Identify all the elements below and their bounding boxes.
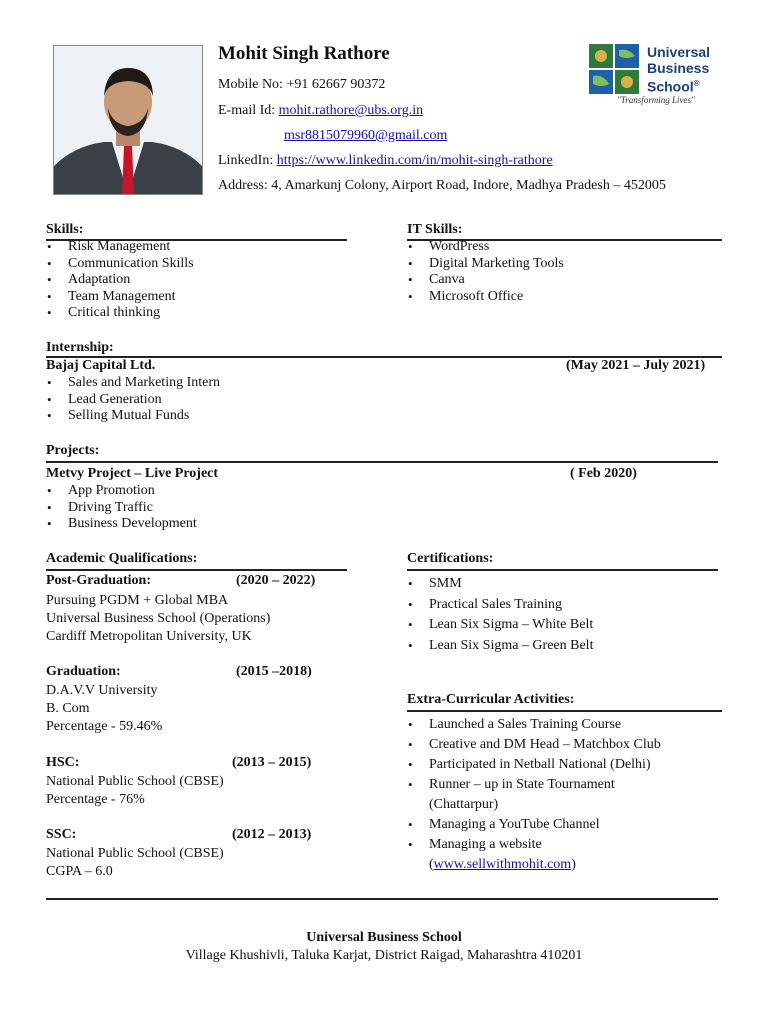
pg-years: (2020 – 2022) (236, 573, 316, 588)
pg-line: Pursuing PGDM + Global MBA (46, 593, 229, 608)
hsc-label: HSC: (46, 755, 80, 770)
internship-list (46, 375, 220, 425)
ssc-years: (2012 – 2013) (232, 827, 312, 842)
list-item: • Practical Sales Training (407, 595, 593, 616)
ssc-label: SSC: (46, 827, 77, 842)
list-item: • Creative and DM Head – Matchbox Club (407, 735, 661, 755)
logo-line-1: Universal (647, 44, 711, 60)
logo-wordmark (647, 44, 710, 95)
list-item: • Digital Marketing Tools (407, 256, 564, 273)
projects-title: Projects: (46, 443, 100, 458)
projects-list (46, 483, 197, 533)
project-dates: ( Feb 2020) (570, 466, 637, 481)
logo-line-2: Business (647, 60, 710, 76)
list-item: • Lean Six Sigma – White Belt (407, 615, 593, 636)
logo-line-3: School (647, 78, 694, 95)
list-item: • Selling Mutual Funds (46, 408, 220, 425)
list-item: • WordPress (407, 239, 564, 256)
globe-mosaic-icon (589, 44, 641, 96)
email-link-secondary[interactable]: msr8815079960@gmail.com (284, 128, 448, 143)
list-item: • Business Development (46, 516, 197, 533)
grad-line: B. Com (46, 701, 90, 716)
grad-years: (2015 –2018) (236, 664, 312, 679)
pg-line: Universal Business School (Operations) (46, 611, 271, 626)
certifications-list (407, 574, 593, 656)
pg-label: Post-Graduation: (46, 573, 151, 588)
extra-list (407, 715, 661, 875)
hsc-line: National Public School (CBSE) (46, 774, 224, 789)
email-label: E-mail Id: (218, 103, 276, 118)
email-row (218, 103, 423, 119)
list-item-text: Managing a website (429, 837, 542, 852)
list-item: • Team Management (46, 289, 194, 306)
list-item: • Canva (407, 272, 564, 289)
paren-close: ) (571, 857, 576, 872)
hsc-years: (2013 – 2015) (232, 755, 312, 770)
it-skills-title: IT Skills: (407, 222, 463, 237)
project-name: Metvy Project – Live Project (46, 466, 219, 481)
list-item-text: Runner – up in State Tournament (429, 777, 615, 792)
ssc-details (46, 845, 224, 881)
ssc-line: CGPA – 6.0 (46, 864, 113, 879)
list-item: • App Promotion (46, 483, 197, 500)
list-item (407, 775, 661, 815)
grad-details (46, 682, 162, 736)
certifications-rule (407, 569, 718, 571)
academics-rule (46, 569, 347, 571)
extra-title: Extra-Curricular Activities: (407, 692, 575, 707)
email-row-secondary (284, 128, 447, 144)
footer-rule (46, 898, 718, 900)
list-item: • Microsoft Office (407, 289, 564, 306)
list-item: • Sales and Marketing Intern (46, 375, 220, 392)
list-item: • Adaptation (46, 272, 194, 289)
internship-title: Internship: (46, 340, 114, 355)
ssc-line: National Public School (CBSE) (46, 846, 224, 861)
profile-photo (53, 45, 203, 195)
grad-label: Graduation: (46, 664, 121, 679)
skills-title: Skills: (46, 222, 84, 237)
paren-open: ( (429, 857, 434, 872)
logo-tagline: "Transforming Lives" (617, 95, 695, 105)
hsc-line: Percentage - 76% (46, 792, 145, 807)
linkedin-link[interactable]: https://www.linkedin.com/in/mohit-singh-rathore (276, 153, 553, 168)
list-item: • SMM (407, 574, 593, 595)
list-item-continuation: (Chattarpur) (429, 797, 499, 812)
skills-list (46, 239, 194, 322)
list-item: • Communication Skills (46, 256, 194, 273)
hsc-details (46, 773, 224, 809)
grad-line: D.A.V.V University (46, 683, 158, 698)
list-item (407, 835, 661, 875)
footer-address: Village Khushivli, Taluka Karjat, District Raigad, Maharashtra 410201 (185, 948, 583, 963)
list-item: • Managing a YouTube Channel (407, 815, 661, 835)
linkedin-label: LinkedIn: (218, 153, 274, 168)
website-link[interactable]: www.sellwithmohit.com (433, 857, 572, 872)
ubs-logo (589, 44, 729, 108)
internship-dates: (May 2021 – July 2021) (566, 358, 706, 373)
internship-company: Bajaj Capital Ltd. (46, 358, 156, 373)
list-item: • Launched a Sales Training Course (407, 715, 661, 735)
extra-rule (407, 710, 722, 712)
address: Address: 4, Amarkunj Colony, Airport Road, Indore, Madhya Pradesh – 452005 (218, 178, 666, 193)
grad-line: Percentage - 59.46% (46, 719, 163, 734)
projects-rule (46, 461, 718, 463)
mobile-number: Mobile No: +91 62667 90372 (218, 77, 386, 92)
certifications-title: Certifications: (407, 551, 494, 566)
logo-line-3-row (647, 76, 710, 95)
person-portrait-icon (54, 46, 202, 194)
logo-registered-mark: ® (693, 79, 700, 88)
list-item: • Lean Six Sigma – Green Belt (407, 636, 593, 657)
email-link-primary[interactable]: mohit.rathore@ubs.org.in (278, 103, 424, 118)
list-item: • Risk Management (46, 239, 194, 256)
pg-details (46, 592, 270, 646)
academics-title: Academic Qualifications: (46, 551, 198, 566)
list-item: • Participated in Netball National (Delhi) (407, 755, 661, 775)
list-item: • Driving Traffic (46, 500, 197, 517)
list-item: • Critical thinking (46, 305, 194, 322)
candidate-name: Mohit Singh Rathore (218, 43, 390, 64)
footer-school: Universal Business School (306, 930, 462, 945)
it-skills-list (407, 239, 564, 305)
list-item: • Lead Generation (46, 392, 220, 409)
linkedin-row (218, 153, 553, 169)
pg-line: Cardiff Metropolitan University, UK (46, 629, 252, 644)
